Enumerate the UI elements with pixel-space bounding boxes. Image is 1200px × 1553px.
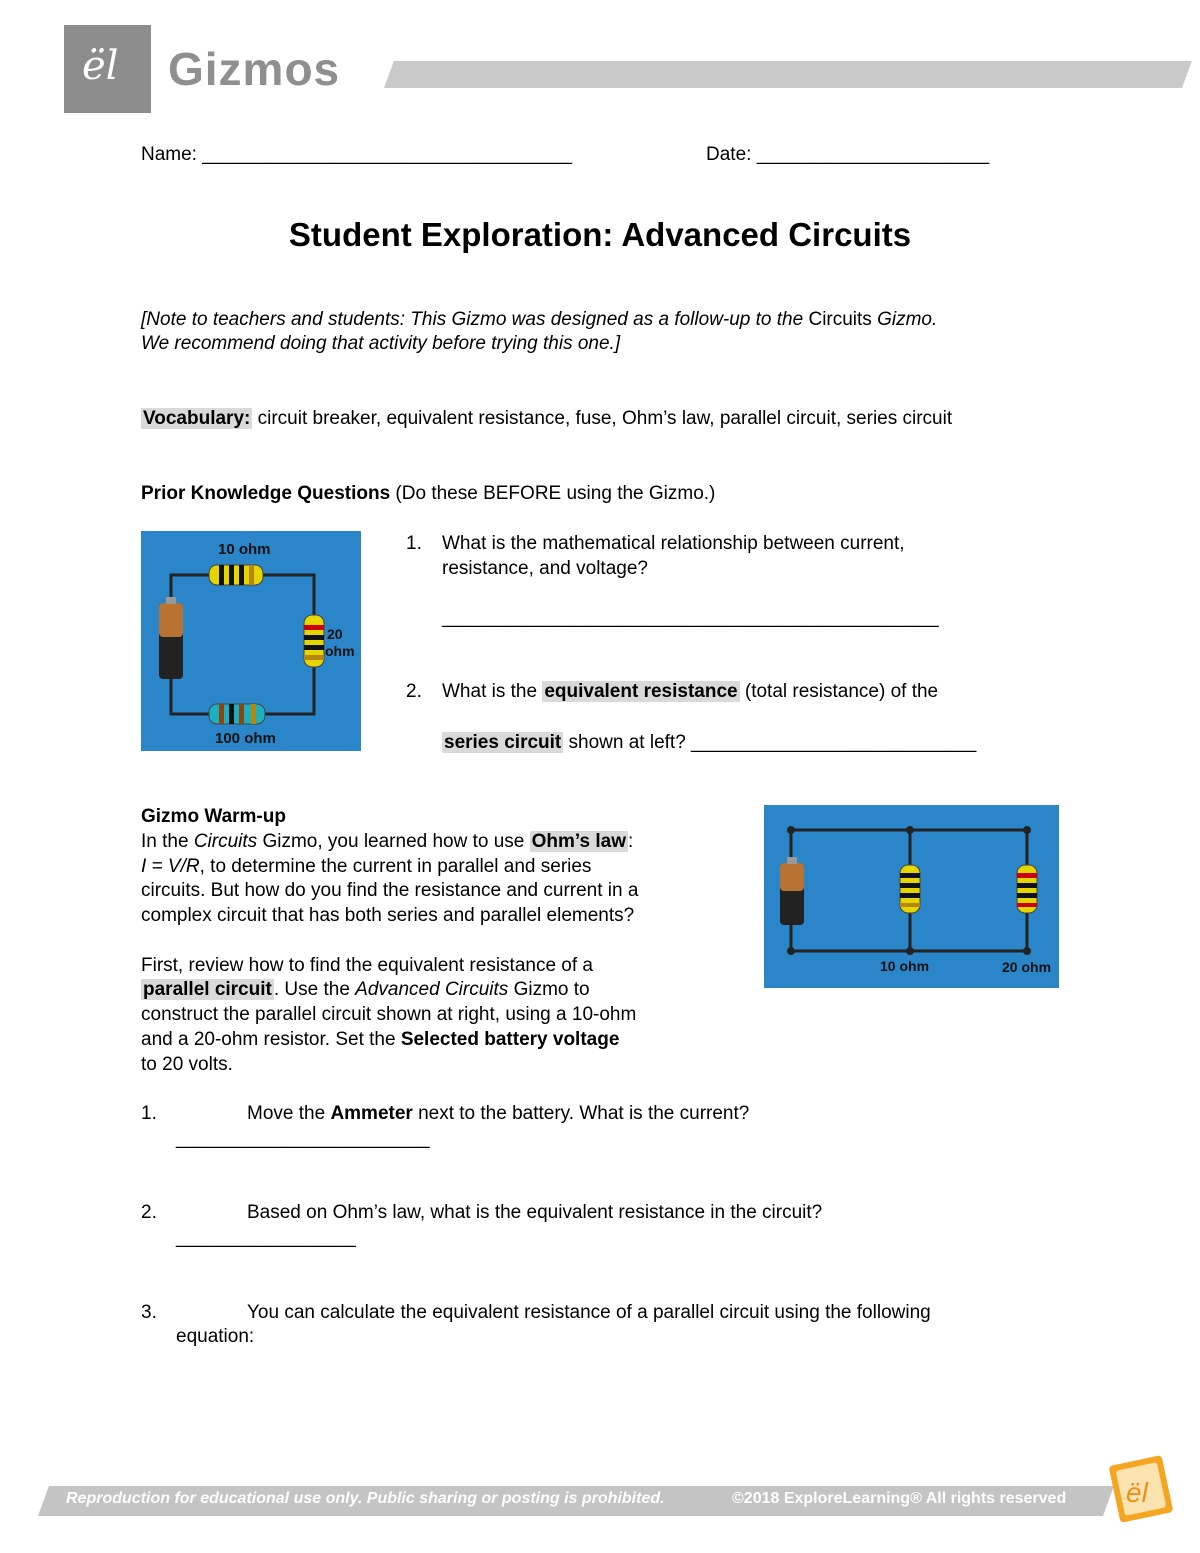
question-2-answer-blank[interactable]: _________________	[176, 1227, 356, 1248]
prior-knowledge-heading	[141, 481, 715, 506]
warmup-p1-line2	[141, 854, 591, 879]
question-2-num: 2.	[141, 1202, 157, 1223]
name-line	[141, 142, 572, 167]
pk-q1-answer-blank[interactable]: _______________________________________________	[442, 607, 939, 628]
pk-q2-answer-blank[interactable]: ___________________________	[691, 732, 977, 753]
footer-logo-glyph: ël	[1126, 1477, 1148, 1508]
advanced-circuits-gizmo-name: Advanced Circuits	[355, 979, 509, 1000]
note	[141, 307, 937, 332]
ohms-formula: I = V/R	[141, 856, 200, 877]
vocabulary-list: circuit breaker, equivalent resistance, fuse, Ohm’s law, parallel circuit, series circuit	[252, 408, 953, 429]
warmup-text: . Use the	[273, 979, 356, 1000]
label-20: 20	[327, 626, 343, 642]
question-3-text: You can calculate the equivalent resistance of a parallel circuit using the following	[247, 1302, 931, 1323]
warmup-p2-line4	[141, 1027, 619, 1052]
explorelearning-logo-icon	[1106, 1452, 1176, 1526]
pk-q1-num: 1.	[406, 533, 422, 554]
label-ohm: ohm	[325, 643, 355, 659]
pk-q1-line2: resistance, and voltage?	[442, 558, 648, 579]
prior-knowledge-sub: (Do these BEFORE using the Gizmo.)	[390, 483, 716, 504]
brand-name: Gizmos	[168, 43, 341, 95]
warmup-p2-line3: construct the parallel circuit shown at right, using a 10-ohm	[141, 1004, 637, 1025]
series-circuit-diagram	[141, 531, 361, 751]
label-10-ohm: 10 ohm	[218, 541, 271, 558]
ammeter-term: Ammeter	[330, 1103, 413, 1124]
date-label: Date:	[706, 144, 757, 165]
warmup-p2-line1: First, review how to find the equivalent resistance of a	[141, 955, 594, 976]
warmup-text: Gizmo to	[508, 979, 590, 1000]
page-title: Student Exploration: Advanced Circuits	[288, 216, 912, 253]
circuits-gizmo-name: Circuits	[193, 831, 258, 852]
warmup-text: :	[627, 831, 634, 852]
term-parallel-circuit: parallel circuit	[143, 979, 272, 1000]
term-ohms-law: Ohm’s law	[531, 831, 626, 852]
selected-battery-voltage: Selected battery voltage	[400, 1029, 620, 1050]
warmup-text: , to determine the current in parallel and series	[199, 856, 592, 877]
question-1-answer-blank[interactable]: ________________________	[176, 1128, 430, 1149]
parallel-circuit-image	[764, 805, 1059, 988]
label-20-ohm: 20 ohm	[1002, 959, 1052, 975]
warmup-p2-line2	[141, 977, 590, 1002]
question-2-text: Based on Ohm’s law, what is the equivalent resistance in the circuit?	[247, 1202, 823, 1223]
pk-q2-line1	[442, 679, 938, 704]
name-blank[interactable]: ___________________________________	[202, 144, 573, 165]
question-text: next to the battery. What is the current?	[412, 1103, 750, 1124]
pk-q2-pre: What is the	[442, 681, 543, 702]
warmup-p2-line5: to 20 volts.	[141, 1054, 233, 1075]
warmup-p1-line4: complex circuit that has both series and parallel elements?	[141, 905, 635, 926]
pk-q2-num: 2.	[406, 681, 422, 702]
vocabulary-label: Vocabulary:	[143, 408, 251, 429]
logo-glyph: ël	[82, 43, 119, 89]
vocabulary	[141, 406, 952, 431]
note-circuits: Circuits	[808, 309, 872, 330]
footer-disclaimer: Reproduction for educational use only. Public sharing or posting is prohibited.	[66, 1490, 665, 1507]
pk-q1-line1: What is the mathematical relationship between current,	[442, 533, 905, 554]
pk-q2-post2: shown at left?	[563, 732, 692, 753]
name-label: Name:	[141, 144, 203, 165]
warmup-heading: Gizmo Warm-up	[141, 806, 286, 827]
question-1-num: 1.	[141, 1103, 157, 1124]
date-line	[706, 142, 989, 167]
prior-knowledge-title: Prior Knowledge Questions	[141, 483, 391, 504]
parallel-circuit-diagram	[764, 805, 1059, 988]
note-line1: [Note to teachers and students: This Gizmo was designed as a follow-up to the	[141, 309, 809, 330]
note-line2: We recommend doing that activity before trying this one.]	[141, 333, 621, 354]
question-3-line2: equation:	[176, 1326, 255, 1347]
warmup-text: and a 20-ohm resistor. Set the	[141, 1029, 401, 1050]
question-3-num: 3.	[141, 1302, 157, 1323]
gizmos-logo-mark	[64, 25, 151, 113]
warmup-p1-line3: circuits. But how do you find the resistance and current in a	[141, 880, 639, 901]
series-circuit-image	[141, 531, 361, 751]
warmup-text: Gizmo, you learned how to use	[257, 831, 530, 852]
pk-q2-post: (total resistance) of the	[739, 681, 939, 702]
header-bar	[384, 61, 1192, 88]
label-10-ohm: 10 ohm	[880, 958, 930, 974]
term-equivalent-resistance: equivalent resistance	[544, 681, 738, 702]
term-series-circuit: series circuit	[444, 732, 562, 753]
note-line1-end: Gizmo.	[871, 309, 938, 330]
warmup-text: In the	[141, 831, 194, 852]
warmup-p1-line1	[141, 829, 633, 854]
question-text: Move the	[247, 1103, 331, 1124]
question-1-text	[247, 1101, 749, 1126]
footer-copyright: ©2018 ExploreLearning® All rights reserved	[732, 1490, 1067, 1507]
pk-q2-line2	[442, 730, 976, 755]
label-100-ohm: 100 ohm	[215, 730, 276, 747]
date-blank[interactable]: ______________________	[756, 144, 990, 165]
